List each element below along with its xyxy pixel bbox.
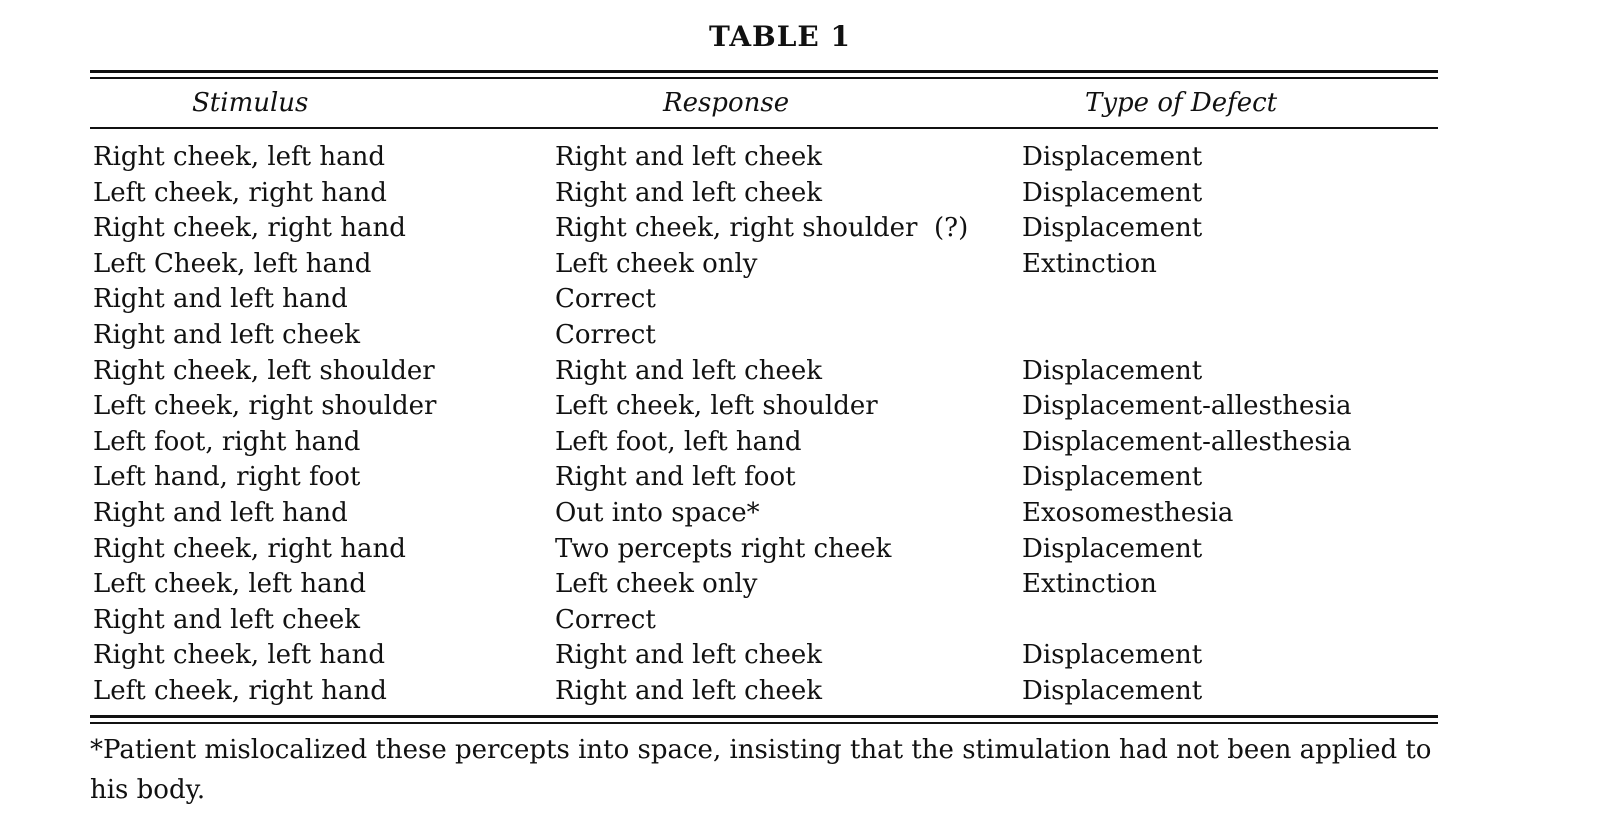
cell-type-of-defect: Displacement (1022, 142, 1203, 172)
cell-response: Left cheek only (555, 569, 758, 600)
table-row (0, 211, 1600, 247)
header-rule (90, 127, 1438, 129)
cell-type-of-defect: Exosomesthesia (1022, 497, 1234, 528)
table-row (0, 460, 1600, 496)
cell-stimulus: Left foot, right hand (93, 426, 361, 457)
table-row (0, 282, 1600, 318)
cell-stimulus: Right and left hand (93, 284, 348, 315)
table-row (0, 674, 1600, 710)
table-row (0, 567, 1600, 603)
cell-stimulus: Left cheek, right hand (93, 177, 387, 208)
table-row (0, 389, 1600, 425)
cell-response: Correct (555, 284, 656, 315)
cell-response: Right and left foot (555, 462, 796, 493)
cell-type-of-defect: Displacement (1022, 462, 1203, 493)
cell-type-of-defect: Extinction (1022, 569, 1157, 600)
cell-stimulus: Right cheek, right hand (93, 213, 406, 244)
cell-response: Correct (555, 604, 656, 635)
cell-type-of-defect: Displacement (1022, 177, 1203, 208)
cell-stimulus: Left cheek, right hand (93, 675, 387, 706)
table-caption: TABLE 1 (709, 20, 851, 53)
cell-response: Right and left cheek (555, 177, 823, 208)
cell-type-of-defect: Extinction (1022, 248, 1157, 279)
cell-stimulus: Right cheek, left hand (93, 142, 386, 172)
cell-stimulus: Right and left cheek (93, 604, 361, 635)
column-header-response: Response (663, 88, 790, 118)
cell-type-of-defect: Displacement (1022, 675, 1203, 706)
cell-stimulus: Right and left cheek (93, 319, 361, 350)
table-row (0, 638, 1600, 674)
cell-type-of-defect: Displacement-allesthesia (1022, 426, 1352, 457)
cell-response: Left cheek, left shoulder (555, 391, 878, 422)
table-row (0, 532, 1600, 568)
cell-response: Out into space* (555, 497, 760, 528)
cell-stimulus: Right cheek, right hand (93, 533, 406, 564)
table-row (0, 496, 1600, 532)
cell-type-of-defect: Displacement-allesthesia (1022, 391, 1352, 422)
cell-type-of-defect: Displacement (1022, 355, 1203, 386)
cell-stimulus: Right cheek, left hand (93, 640, 386, 671)
table-row (0, 176, 1600, 212)
table-row (0, 247, 1600, 283)
table-row (0, 318, 1600, 354)
table-row (0, 425, 1600, 461)
cell-type-of-defect: Displacement (1022, 533, 1203, 564)
top-rule (90, 70, 1438, 73)
top-rule-inner (90, 77, 1438, 79)
cell-stimulus: Right and left hand (93, 497, 348, 528)
cell-response: Right and left cheek (555, 142, 823, 172)
cell-response: Left cheek only (555, 248, 758, 279)
table-row (0, 354, 1600, 390)
cell-response: Right and left cheek (555, 640, 823, 671)
cell-response: Left foot, left hand (555, 426, 802, 457)
cell-type-of-defect: Displacement (1022, 640, 1203, 671)
cell-response: Right cheek, right shoulder (?) (555, 213, 969, 244)
table-footnote: *Patient mislocalized these percepts into space, insisting that the stimulation had not been applied to his body. (90, 735, 1432, 805)
cell-response: Correct (555, 319, 656, 350)
cell-stimulus: Left cheek, left hand (93, 569, 367, 600)
bottom-rule (90, 715, 1438, 718)
cell-response: Right and left cheek (555, 355, 823, 386)
cell-stimulus: Left cheek, right shoulder (93, 391, 437, 422)
column-header-stimulus: Stimulus (192, 88, 309, 118)
cell-response: Two percepts right cheek (555, 533, 892, 564)
column-header-type-of-defect: Type of Defect (1085, 88, 1278, 118)
table-row (0, 140, 1600, 176)
cell-stimulus: Left hand, right foot (93, 462, 361, 493)
cell-type-of-defect: Displacement (1022, 213, 1203, 244)
cell-stimulus: Left Cheek, left hand (93, 248, 372, 279)
table-body (0, 140, 1600, 710)
cell-response: Right and left cheek (555, 675, 823, 706)
table-row (0, 603, 1600, 639)
bottom-rule-inner (90, 722, 1438, 724)
cell-stimulus: Right cheek, left shoulder (93, 355, 435, 386)
